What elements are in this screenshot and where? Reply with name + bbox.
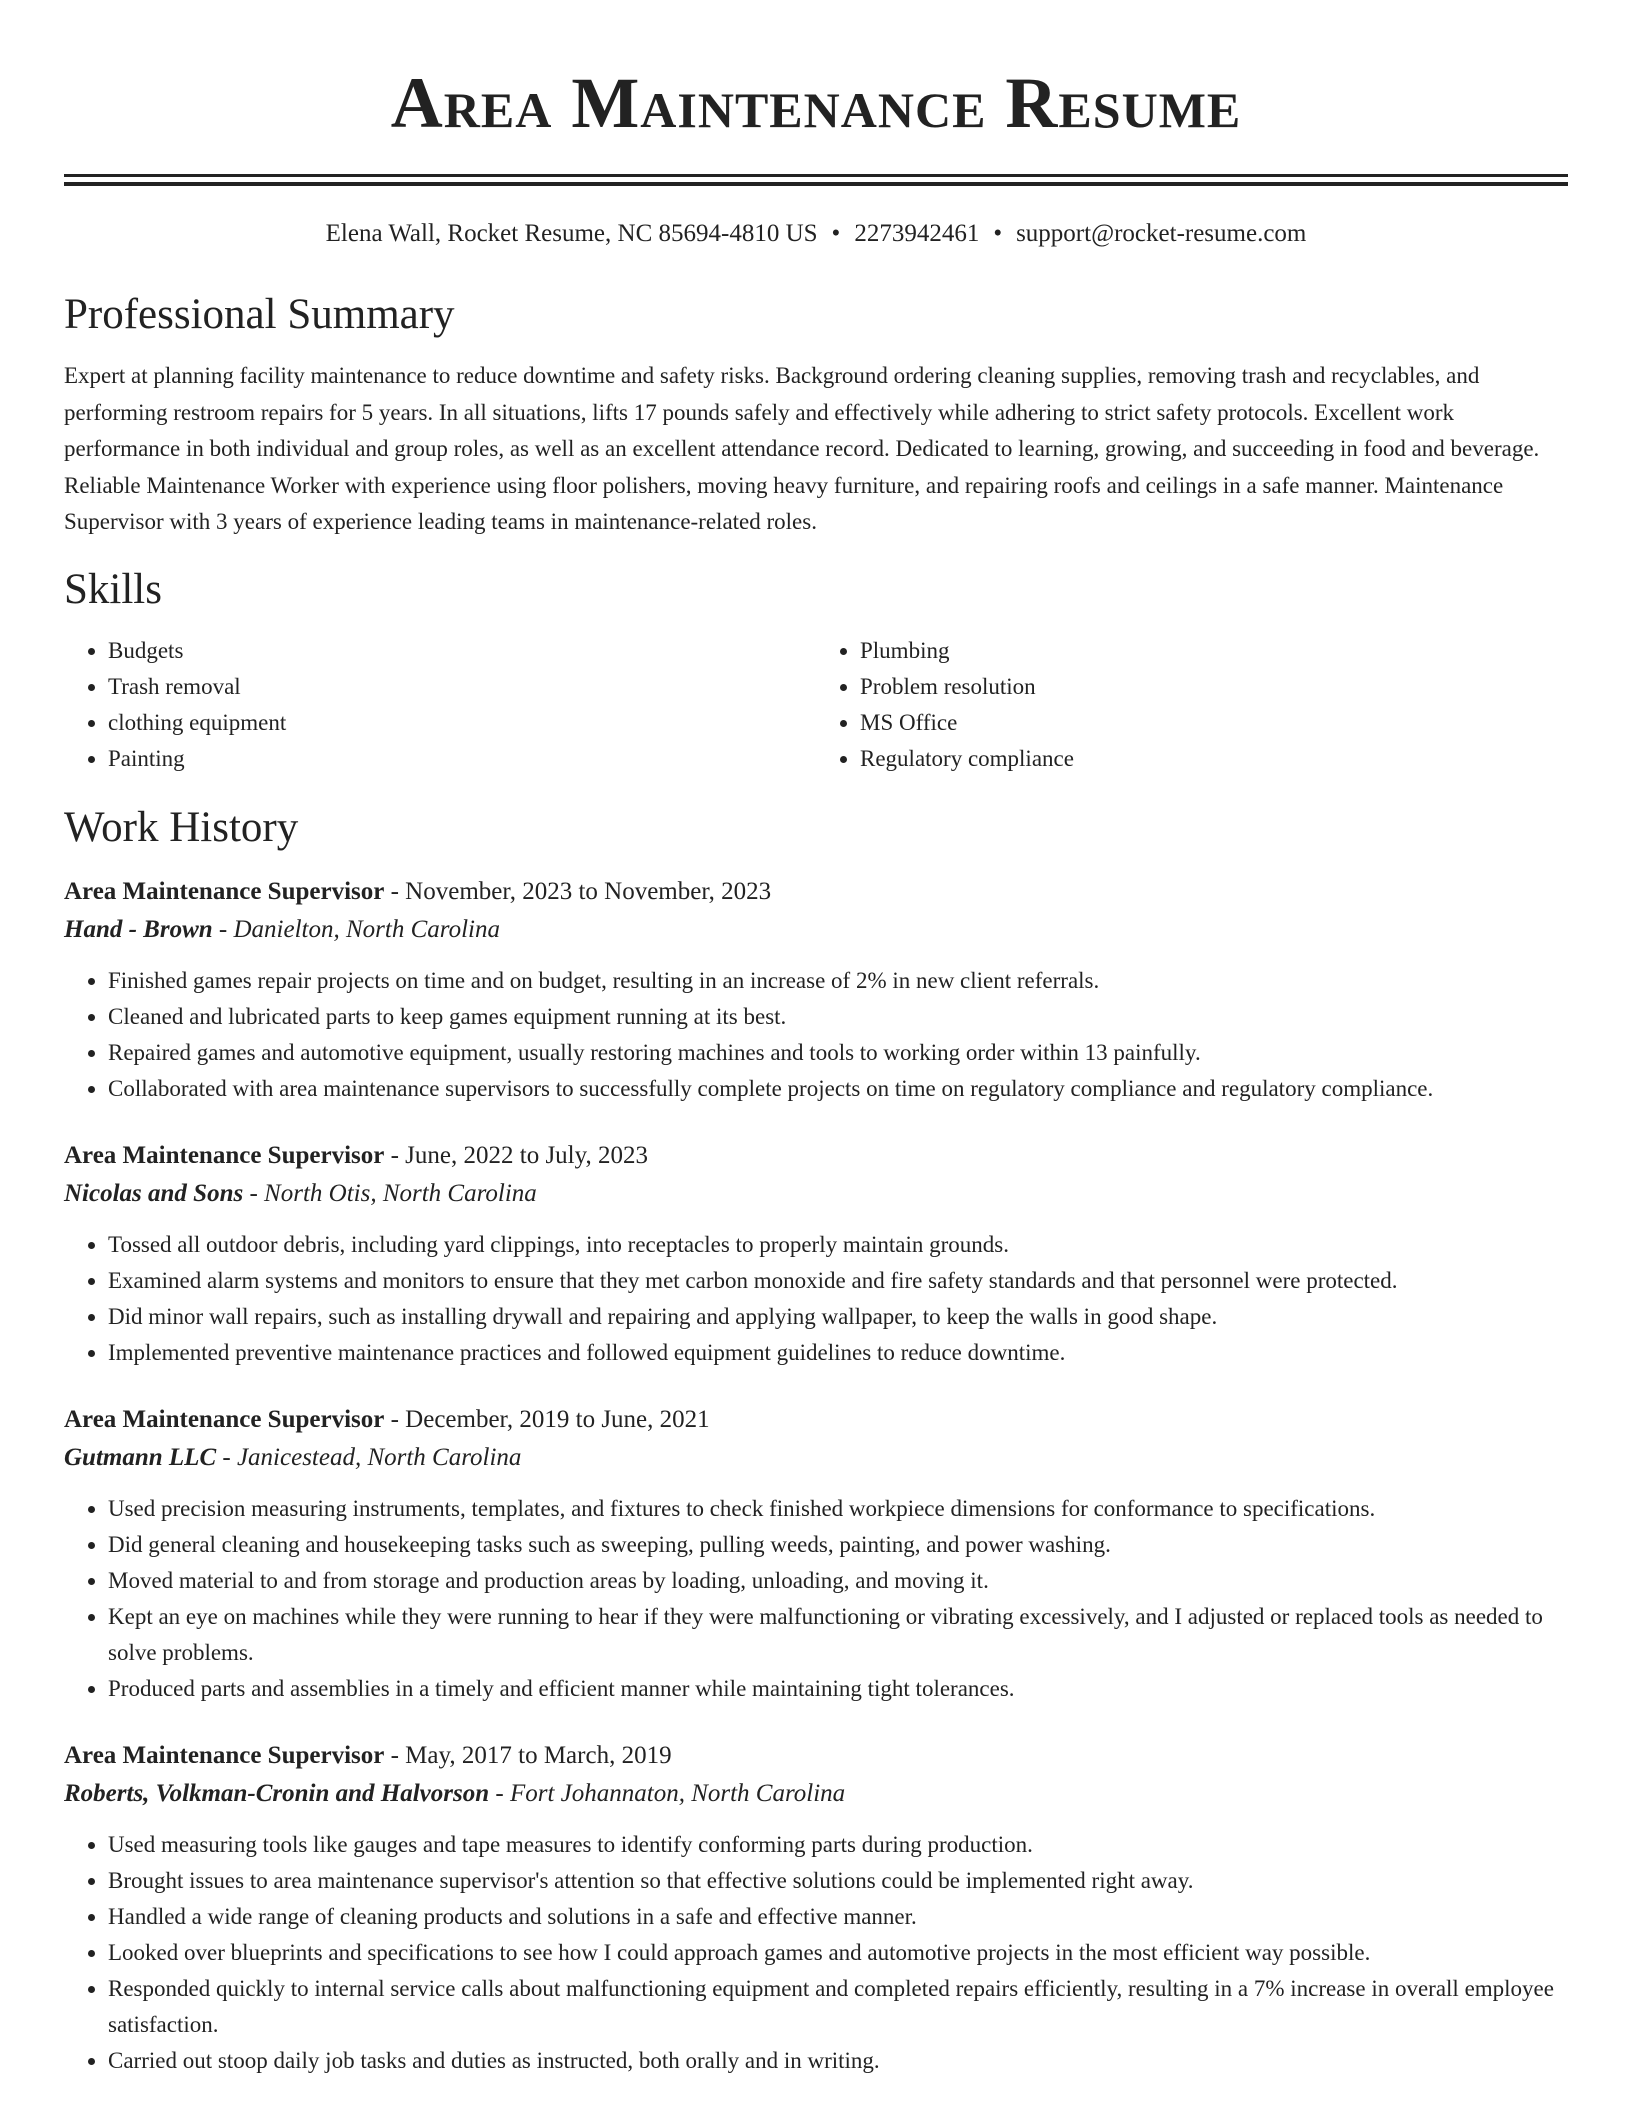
job-dash: -: [384, 1405, 406, 1433]
job-dates: June, 2022 to July, 2023: [405, 1141, 648, 1169]
job-bullet: • Implemented preventive maintenance practices and followed equipment guidelines to reduce downtime.: [108, 1335, 1568, 1371]
contact-phone: 2273942461: [854, 220, 980, 247]
job-title-line: [64, 1401, 1568, 1439]
contact-separator: •: [831, 220, 841, 247]
job-dash: -: [212, 915, 234, 943]
resume-title: Area Maintenance Resume: [390, 63, 1242, 143]
job-title-line: [64, 1737, 1568, 1775]
job-company: Hand - Brown: [64, 915, 213, 943]
skill-item: • Budgets: [108, 633, 816, 669]
job-bullet: • Did general cleaning and housekeeping tasks such as sweeping, pulling weeds, painting, and power washing.: [108, 1527, 1568, 1563]
contact-address: Elena Wall, Rocket Resume, NC 85694-4810 US: [325, 220, 818, 247]
job-entry: [64, 1737, 1568, 2079]
skill-item: • Problem resolution: [860, 669, 1568, 705]
skill-item: • Painting: [108, 741, 816, 777]
job-title: Area Maintenance Supervisor: [64, 1141, 385, 1169]
contact-email: support@rocket-resume.com: [1016, 220, 1307, 247]
job-company: Nicolas and Sons: [64, 1179, 244, 1207]
job-bullet: • Cleaned and lubricated parts to keep games equipment running at its best.: [108, 999, 1568, 1035]
job-bullet: • Looked over blueprints and specifications to see how I could approach games and automotive projects in the most efficient way possible.: [108, 1935, 1568, 1971]
summary-text: Expert at planning facility maintenance to reduce downtime and safety risks. Background ordering cleaning supplies, removing trash and recyclables, and performing restroom repairs for 5 years. In all situations, lifts 17 pounds safely and effectively while adhering to strict safety protocols. Excellent work performance in both individual and group roles, as well as an excellent attendance record. Dedicated to learning, growing, and succeeding in food and beverage. Reliable Maintenance Worker with experience using floor polishers, moving heavy furniture, and repairing roofs and ceilings in a safe manner. Maintenance Supervisor with 3 years of experience leading teams in maintenance-related roles.: [64, 363, 1540, 535]
job-title: Area Maintenance Supervisor: [64, 877, 385, 905]
job-company-line: [64, 911, 1568, 949]
job-bullet: • Collaborated with area maintenance supervisors to successfully complete projects on time on regulatory compliance and regulatory compliance.: [108, 1071, 1568, 1107]
skill-item: • Regulatory compliance: [860, 741, 1568, 777]
job-location: Janicestead, North Carolina: [236, 1443, 522, 1471]
job-bullet: • Responded quickly to internal service calls about malfunctioning equipment and completed repairs efficiently, resulting in a 7% increase in overall employee satisfaction.: [108, 1971, 1568, 2043]
job-bullet: • Produced parts and assemblies in a timely and efficient manner while maintaining tight tolerances.: [108, 1671, 1568, 1707]
job-bullet: • Handled a wide range of cleaning products and solutions in a safe and effective manner.: [108, 1899, 1568, 1935]
job-entry: [64, 873, 1568, 1107]
job-title: Area Maintenance Supervisor: [64, 1405, 385, 1433]
job-title-line: [64, 873, 1568, 911]
skill-item: • Plumbing: [860, 633, 1568, 669]
job-bullets: [64, 963, 1568, 1107]
job-bullet: • Tossed all outdoor debris, including yard clippings, into receptacles to properly maintain grounds.: [108, 1227, 1568, 1263]
job-bullet: • Moved material to and from storage and production areas by loading, unloading, and moving it.: [108, 1563, 1568, 1599]
job-bullet: • Examined alarm systems and monitors to ensure that they met carbon monoxide and fire safety standards and that personnel were protected.: [108, 1263, 1568, 1299]
skills-columns: [64, 633, 1568, 777]
summary-heading: Professional Summary: [64, 291, 455, 338]
job-bullet: • Repaired games and automotive equipment, usually restoring machines and tools to working order within 13 painfully.: [108, 1035, 1568, 1071]
job-title-line: [64, 1137, 1568, 1175]
job-bullet: • Carried out stoop daily job tasks and duties as instructed, both orally and in writing.: [108, 2043, 1568, 2079]
job-bullets: [64, 1491, 1568, 1707]
job-location: Fort Johannaton, North Carolina: [509, 1779, 846, 1807]
job-bullet: • Did minor wall repairs, such as installing drywall and repairing and applying wallpaper, to keep the walls in good shape.: [108, 1299, 1568, 1335]
job-company-line: [64, 1439, 1568, 1477]
skill-item: • Trash removal: [108, 669, 816, 705]
contact-separator: •: [993, 220, 1003, 247]
job-bullet: • Kept an eye on machines while they were running to hear if they were malfunctioning or vibrating excessively, and I adjusted or replaced tools as needed to solve problems.: [108, 1599, 1568, 1671]
job-location: North Otis, North Carolina: [264, 1179, 537, 1207]
job-company-line: [64, 1175, 1568, 1213]
job-dates: November, 2023 to November, 2023: [405, 877, 772, 905]
skills-list-left: [64, 633, 816, 777]
job-bullet: • Brought issues to area maintenance supervisor's attention so that effective solutions could be implemented right away.: [108, 1863, 1568, 1899]
job-dash: -: [384, 877, 406, 905]
skill-item: • clothing equipment: [108, 705, 816, 741]
job-company: Roberts, Volkman-Cronin and Halvorson: [64, 1779, 490, 1807]
job-dash: -: [243, 1179, 265, 1207]
job-company-line: [64, 1775, 1568, 1813]
job-bullet: • Used precision measuring instruments, templates, and fixtures to check finished workpiece dimensions for conformance to specifications.: [108, 1491, 1568, 1527]
work-history-heading: Work History: [64, 803, 299, 851]
skills-heading: Skills: [64, 565, 162, 613]
job-bullet: • Used measuring tools like gauges and tape measures to identify conforming parts during production.: [108, 1827, 1568, 1863]
job-dates: May, 2017 to March, 2019: [405, 1741, 672, 1769]
job-dash: -: [216, 1443, 237, 1471]
title-double-rule: [64, 174, 1568, 186]
skills-list-right: [816, 633, 1568, 777]
job-bullets: [64, 1227, 1568, 1371]
job-dash: -: [384, 1741, 406, 1769]
job-entry: [64, 1137, 1568, 1371]
job-bullets: [64, 1827, 1568, 2079]
job-title: Area Maintenance Supervisor: [64, 1741, 385, 1769]
job-dates: December, 2019 to June, 2021: [405, 1405, 710, 1433]
job-entry: [64, 1401, 1568, 1707]
job-company: Gutmann LLC: [64, 1443, 217, 1471]
job-dash: -: [384, 1141, 406, 1169]
job-dash: -: [489, 1779, 510, 1807]
job-bullet: • Finished games repair projects on time and on budget, resulting in an increase of 2% in new client referrals.: [108, 963, 1568, 999]
contact-line: [64, 218, 1568, 250]
job-location: Danielton, North Carolina: [233, 915, 500, 943]
skill-item: • MS Office: [860, 705, 1568, 741]
